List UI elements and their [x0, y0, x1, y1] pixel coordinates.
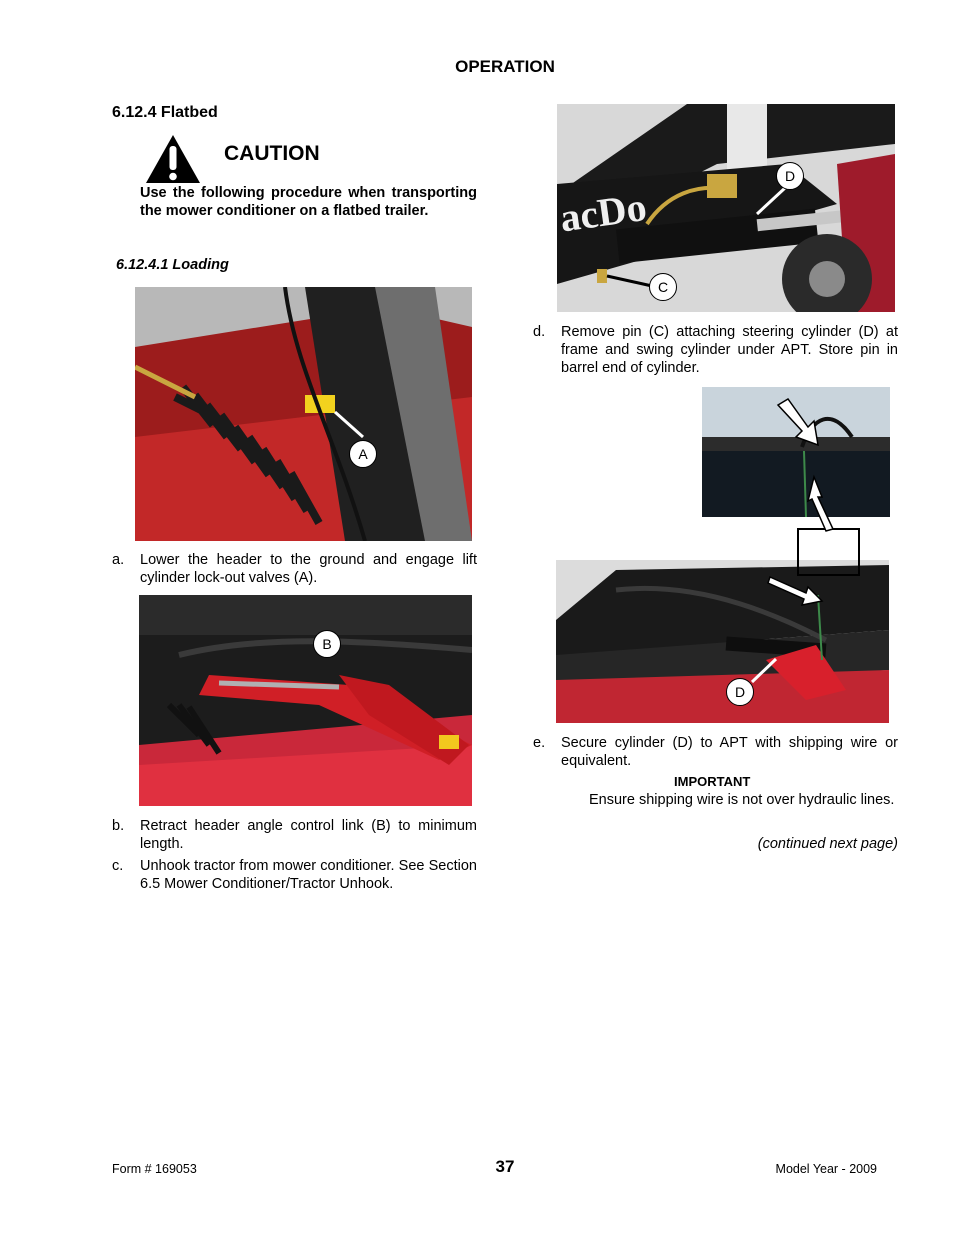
step-d [533, 323, 898, 379]
important-label: IMPORTANT [674, 774, 751, 789]
callout-c: C [649, 273, 677, 301]
important-text: Ensure shipping wire is not over hydraulic lines. [589, 792, 895, 808]
footer-form-number: Form # 169053 [112, 1162, 197, 1176]
callout-d-bottom: D [726, 678, 754, 706]
step-d-letter: d. [533, 324, 546, 340]
callout-a: A [349, 440, 377, 468]
step-e [533, 734, 898, 774]
step-b [112, 817, 477, 857]
step-c-text: Unhook tractor from mower conditioner. See Section 6.5 Mower Conditioner/Tractor Unhook. [140, 858, 477, 892]
subsection-title: 6.12.4.1 Loading [116, 257, 229, 273]
footer-model-year: Model Year - 2009 [775, 1162, 877, 1176]
photo-header-angle-link [139, 595, 472, 806]
step-a-text: Lower the header to the ground and engage lift cylinder lock-out valves (A). [140, 552, 477, 586]
footer-page-number: 37 [495, 1157, 515, 1176]
step-e-text: Secure cylinder (D) to APT with shipping wire or equivalent. [561, 735, 898, 769]
step-c-letter: c. [112, 858, 124, 874]
caution-warning-icon [144, 133, 202, 185]
step-b-text: Retract header angle control link (B) to minimum length. [140, 818, 477, 852]
caution-text: Use the following procedure when transporting the mower conditioner on a flatbed trailer. [140, 185, 477, 219]
step-a-letter: a. [112, 552, 125, 568]
photo-lock-out-valve [135, 287, 472, 541]
step-e-letter: e. [533, 735, 546, 751]
fig3-sign-text: acDo [557, 183, 650, 241]
section-title: 6.12.4 Flatbed [112, 104, 218, 121]
step-c [112, 857, 477, 897]
callout-b: B [313, 630, 341, 658]
continued-note: (continued next page) [757, 836, 898, 852]
step-b-letter: b. [112, 818, 125, 834]
step-d-text: Remove pin (C) attaching steering cylinder (D) at frame and swing cylinder under APT. Store pin in barrel end of cylinder. [561, 324, 898, 376]
fig4-overlay-graphics [556, 387, 896, 723]
step-a [112, 551, 477, 591]
callout-d-top: D [776, 162, 804, 190]
caution-title: CAUTION [224, 142, 320, 165]
page-header-title: OPERATION [455, 57, 555, 76]
